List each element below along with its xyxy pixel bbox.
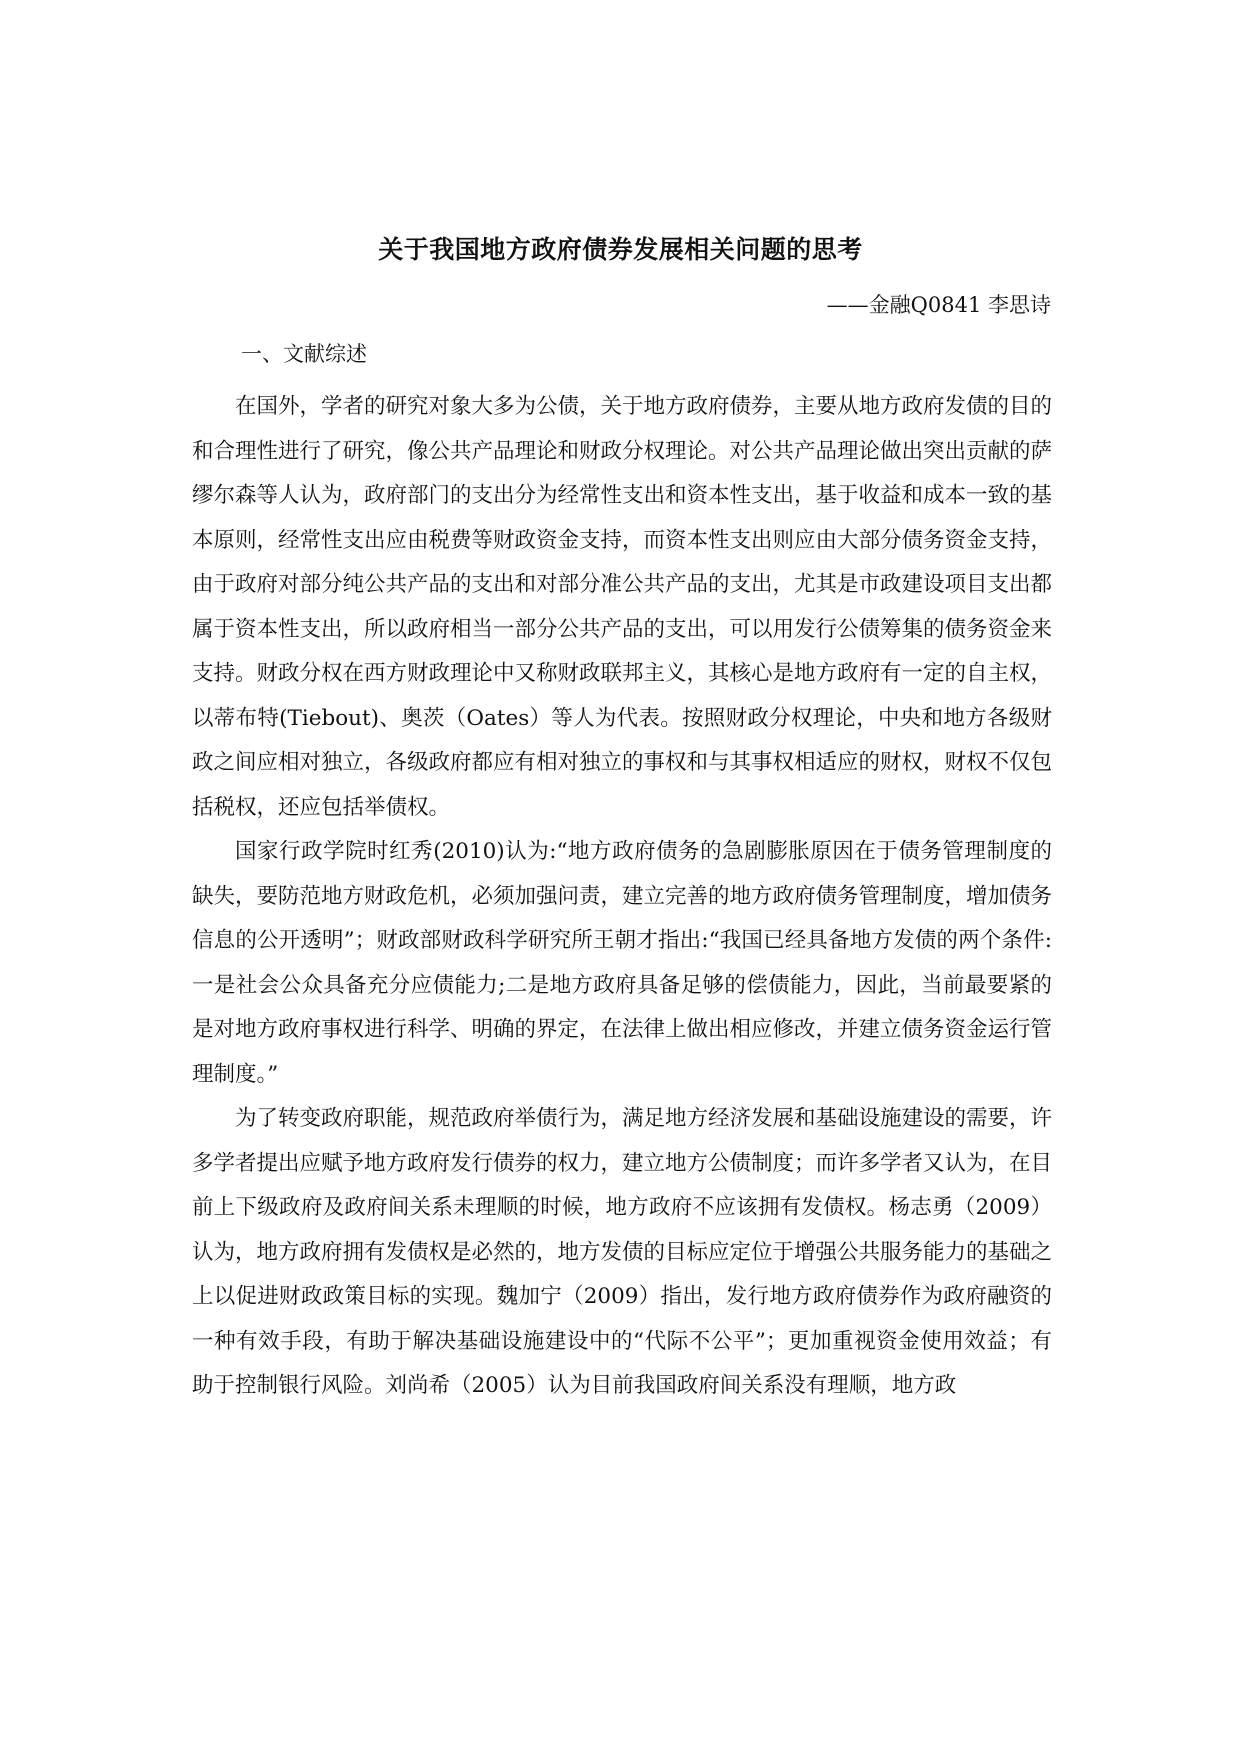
section-heading: 一、文献综述 [241, 342, 367, 366]
author-line: ——金融Q0841 李思诗 [826, 293, 1051, 317]
document-title: 关于我国地方政府债券发展相关问题的思考 [378, 235, 863, 264]
paragraph: 在国外，学者的研究对象大多为公债，关于地方政府债券，主要从地方政府发债的目的和合理性进行了研究，像公共产品理论和财政分权理论。对公共产品理论做出突出贡献的萨缪尔森等人认为，政府部门的支出分为经常性支出和资本性支出，基于收益和成本一致的基本原则，经常性支出应由税费等财政资金支持，而资本性支出则应由大部分债务资金支持，由于政府对部分纯公共产品的支出和对部分准公共产品的支出，尤其是市政建设项目支出都属于资本性支出，所以政府相当一部分公共产品的支出，可以用发行公债筹集的债务资金来支持。财政分权在西方财政理论中又称财政联邦主义，其核心是地方政府有一定的自主权，以蒂布特(Tiebout)、奥茨（Oates）等人为代表。按照财政分权理论，中央和地方各级财政之间应相对独立，各级政府都应有相对独立的事权和与其事权相适应的财权，财权不仅包括税权，还应包括举债权。 [192, 394, 1053, 820]
paragraph: 为了转变政府职能，规范政府举债行为，满足地方经济发展和基础设施建设的需要，许多学者提出应赋予地方政府发行债券的权力，建立地方公债制度；而许多学者又认为，在目前上下级政府及政府间关系未理顺的时候，地方政府不应该拥有发债权。杨志勇（2009）认为，地方政府拥有发债权是必然的，地方发债的目标应定位于增强公共服务能力的基础之上以促进财政政策目标的实现。魏加宁（2009）指出，发行地方政府债券作为政府融资的一种有效手段，有助于解决基础设施建设中的“代际不公平”；更加重视资金使用效益；有助于控制银行风险。刘尚希（2005）认为目前我国政府间关系没有理顺，地方政 [192, 1106, 1053, 1398]
paragraph: 国家行政学院时红秀(2010)认为:“地方政府债务的急剧膨胀原因在于债务管理制度的缺失，要防范地方财政危机，必须加强问责，建立完善的地方政府债务管理制度，增加债务信息的公开透明”；财政部财政科学研究所王朝才指出:“我国已经具备地方发债的两个条件:一是社会公众具备充分应债能力;二是地方政府具备足够的偿债能力，因此，当前最要紧的是对地方政府事权进行科学、明确的界定，在法律上做出相应修改，并建立债务资金运行管理制度。” [192, 839, 1053, 1087]
body-text [192, 385, 1052, 1409]
